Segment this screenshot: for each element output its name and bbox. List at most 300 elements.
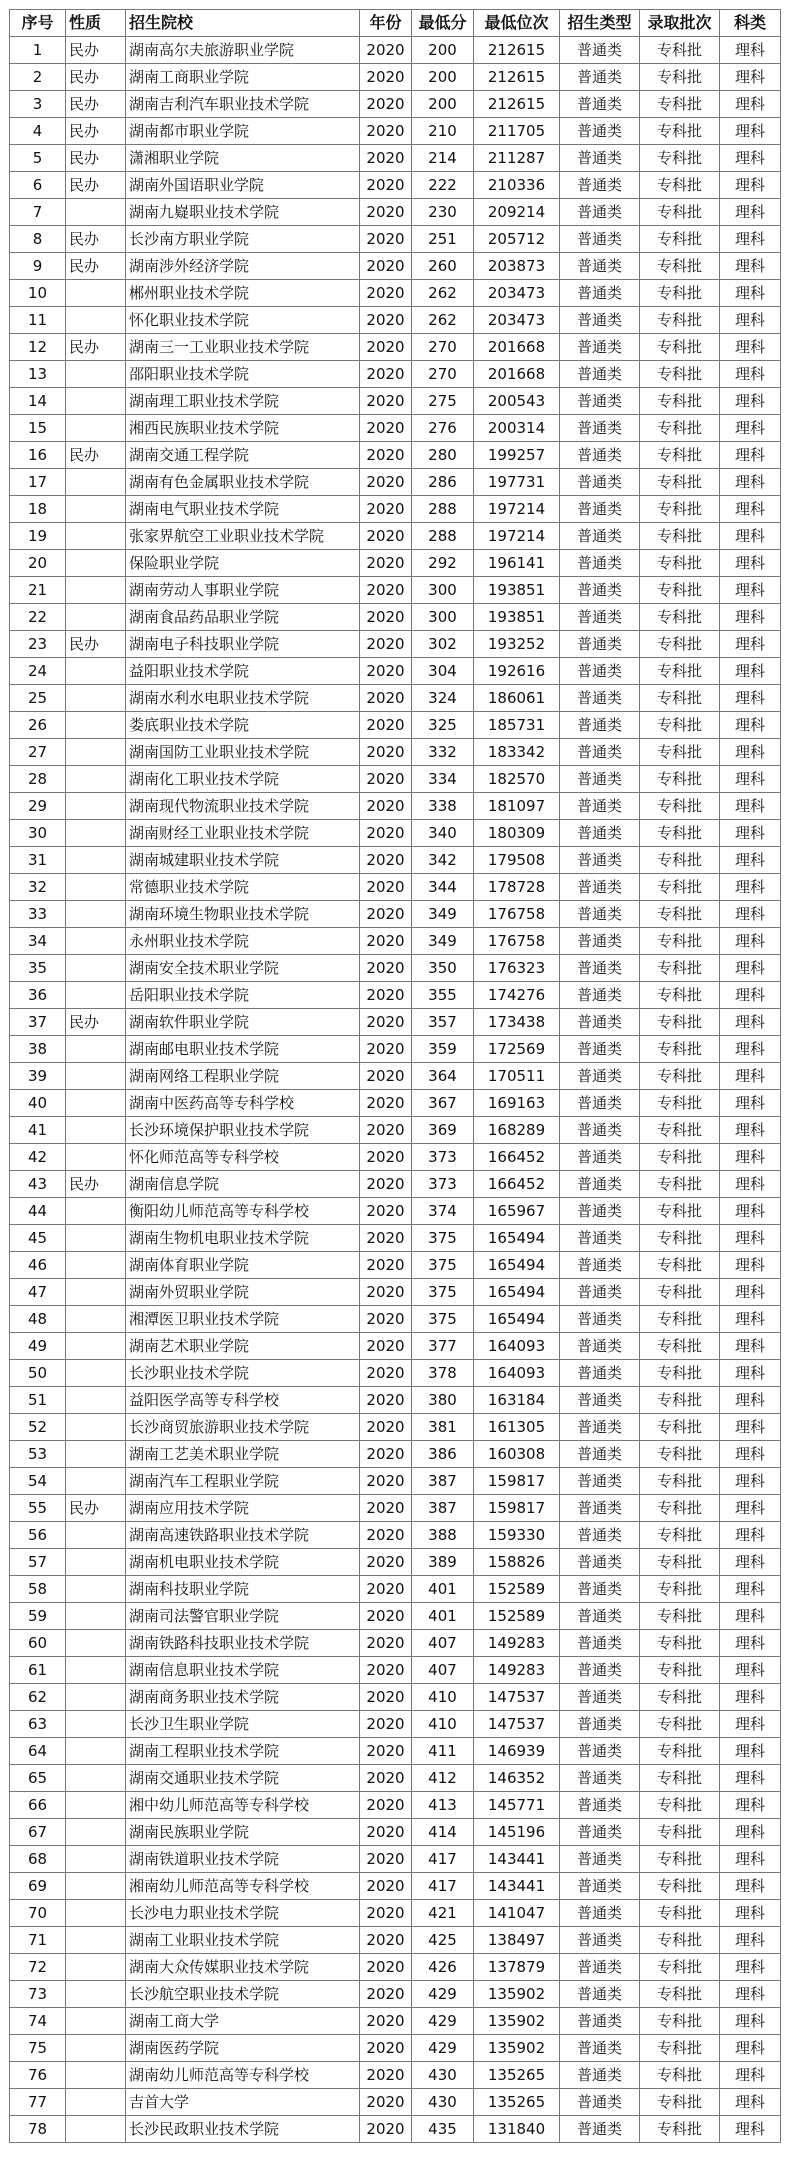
- cell-subject: 理科: [720, 1576, 781, 1603]
- cell-min-rank: 186061: [474, 685, 560, 712]
- cell-min-score: 421: [412, 1900, 474, 1927]
- cell-nature: 民办: [66, 1495, 126, 1522]
- cell-enroll-type: 普通类: [560, 469, 640, 496]
- cell-batch: 专科批: [640, 64, 720, 91]
- cell-year: 2020: [360, 685, 412, 712]
- cell-subject: 理科: [720, 1819, 781, 1846]
- header-enroll-type: 招生类型: [560, 10, 640, 37]
- cell-school: 长沙卫生职业学院: [126, 1711, 360, 1738]
- cell-enroll-type: 普通类: [560, 1846, 640, 1873]
- cell-batch: 专科批: [640, 1306, 720, 1333]
- table-row: [10, 1549, 781, 1576]
- cell-batch: 专科批: [640, 2062, 720, 2089]
- cell-school: 湖南高速铁路职业技术学院: [126, 1522, 360, 1549]
- cell-batch: 专科批: [640, 1819, 720, 1846]
- cell-index: 27: [10, 739, 66, 766]
- cell-index: 11: [10, 307, 66, 334]
- cell-min-score: 429: [412, 2008, 474, 2035]
- cell-enroll-type: 普通类: [560, 2008, 640, 2035]
- cell-batch: 专科批: [640, 1711, 720, 1738]
- cell-batch: 专科批: [640, 1468, 720, 1495]
- table-row: [10, 1954, 781, 1981]
- cell-enroll-type: 普通类: [560, 2089, 640, 2116]
- cell-subject: 理科: [720, 415, 781, 442]
- cell-nature: [66, 1117, 126, 1144]
- cell-year: 2020: [360, 1765, 412, 1792]
- cell-year: 2020: [360, 1468, 412, 1495]
- cell-school: 岳阳职业技术学院: [126, 982, 360, 1009]
- cell-nature: [66, 1144, 126, 1171]
- cell-nature: [66, 2116, 126, 2143]
- cell-min-score: 401: [412, 1576, 474, 1603]
- cell-min-score: 342: [412, 847, 474, 874]
- cell-min-score: 375: [412, 1306, 474, 1333]
- table-row: [10, 1117, 781, 1144]
- cell-enroll-type: 普通类: [560, 1279, 640, 1306]
- cell-batch: 专科批: [640, 523, 720, 550]
- table-row: [10, 820, 781, 847]
- cell-min-rank: 143441: [474, 1846, 560, 1873]
- cell-min-score: 375: [412, 1252, 474, 1279]
- cell-subject: 理科: [720, 2035, 781, 2062]
- cell-enroll-type: 普通类: [560, 1117, 640, 1144]
- cell-batch: 专科批: [640, 1927, 720, 1954]
- cell-subject: 理科: [720, 955, 781, 982]
- table-row: [10, 1603, 781, 1630]
- table-row: [10, 604, 781, 631]
- cell-index: 72: [10, 1954, 66, 1981]
- cell-enroll-type: 普通类: [560, 91, 640, 118]
- cell-subject: 理科: [720, 523, 781, 550]
- cell-year: 2020: [360, 253, 412, 280]
- cell-year: 2020: [360, 1036, 412, 1063]
- cell-school: 湖南电气职业技术学院: [126, 496, 360, 523]
- cell-year: 2020: [360, 1306, 412, 1333]
- table-row: [10, 1198, 781, 1225]
- cell-subject: 理科: [720, 1495, 781, 1522]
- table-row: [10, 1576, 781, 1603]
- cell-school: 怀化职业技术学院: [126, 307, 360, 334]
- cell-batch: 专科批: [640, 388, 720, 415]
- cell-subject: 理科: [720, 1900, 781, 1927]
- cell-batch: 专科批: [640, 982, 720, 1009]
- cell-school: 潇湘职业学院: [126, 145, 360, 172]
- cell-enroll-type: 普通类: [560, 1549, 640, 1576]
- cell-min-score: 200: [412, 64, 474, 91]
- cell-subject: 理科: [720, 1954, 781, 1981]
- cell-batch: 专科批: [640, 2008, 720, 2035]
- cell-index: 76: [10, 2062, 66, 2089]
- table-row: [10, 334, 781, 361]
- cell-nature: [66, 1927, 126, 1954]
- cell-min-rank: 176758: [474, 901, 560, 928]
- cell-index: 39: [10, 1063, 66, 1090]
- cell-nature: [66, 1657, 126, 1684]
- cell-index: 22: [10, 604, 66, 631]
- cell-batch: 专科批: [640, 1900, 720, 1927]
- cell-nature: [66, 1387, 126, 1414]
- cell-year: 2020: [360, 1495, 412, 1522]
- cell-batch: 专科批: [640, 496, 720, 523]
- cell-subject: 理科: [720, 172, 781, 199]
- cell-year: 2020: [360, 1657, 412, 1684]
- cell-batch: 专科批: [640, 955, 720, 982]
- cell-index: 58: [10, 1576, 66, 1603]
- cell-enroll-type: 普通类: [560, 361, 640, 388]
- cell-batch: 专科批: [640, 2035, 720, 2062]
- cell-nature: [66, 658, 126, 685]
- cell-min-score: 388: [412, 1522, 474, 1549]
- cell-school: 湖南外贸职业学院: [126, 1279, 360, 1306]
- cell-index: 24: [10, 658, 66, 685]
- cell-subject: 理科: [720, 604, 781, 631]
- table-row: [10, 1873, 781, 1900]
- table-row: [10, 1279, 781, 1306]
- cell-index: 75: [10, 2035, 66, 2062]
- cell-min-score: 430: [412, 2089, 474, 2116]
- cell-batch: 专科批: [640, 1792, 720, 1819]
- cell-min-rank: 143441: [474, 1873, 560, 1900]
- cell-min-rank: 174276: [474, 982, 560, 1009]
- cell-nature: [66, 604, 126, 631]
- cell-min-rank: 135265: [474, 2089, 560, 2116]
- cell-nature: [66, 1954, 126, 1981]
- cell-subject: 理科: [720, 91, 781, 118]
- table-row: [10, 1630, 781, 1657]
- cell-min-score: 276: [412, 415, 474, 442]
- table-row: [10, 874, 781, 901]
- cell-min-score: 411: [412, 1738, 474, 1765]
- cell-min-rank: 176323: [474, 955, 560, 982]
- cell-batch: 专科批: [640, 577, 720, 604]
- cell-index: 2: [10, 64, 66, 91]
- cell-min-rank: 131840: [474, 2116, 560, 2143]
- cell-subject: 理科: [720, 928, 781, 955]
- cell-enroll-type: 普通类: [560, 1387, 640, 1414]
- cell-school: 湖南铁道职业技术学院: [126, 1846, 360, 1873]
- table-row: [10, 172, 781, 199]
- cell-enroll-type: 普通类: [560, 631, 640, 658]
- cell-subject: 理科: [720, 1657, 781, 1684]
- cell-min-rank: 160308: [474, 1441, 560, 1468]
- cell-index: 14: [10, 388, 66, 415]
- cell-min-rank: 164093: [474, 1360, 560, 1387]
- cell-index: 33: [10, 901, 66, 928]
- cell-subject: 理科: [720, 1360, 781, 1387]
- table-row: [10, 1252, 781, 1279]
- cell-min-score: 324: [412, 685, 474, 712]
- cell-index: 78: [10, 2116, 66, 2143]
- cell-nature: [66, 1684, 126, 1711]
- cell-subject: 理科: [720, 1009, 781, 1036]
- cell-min-rank: 145196: [474, 1819, 560, 1846]
- cell-batch: 专科批: [640, 1063, 720, 1090]
- cell-min-score: 350: [412, 955, 474, 982]
- cell-subject: 理科: [720, 1144, 781, 1171]
- cell-year: 2020: [360, 1414, 412, 1441]
- cell-batch: 专科批: [640, 118, 720, 145]
- cell-index: 16: [10, 442, 66, 469]
- cell-nature: [66, 1765, 126, 1792]
- cell-index: 1: [10, 37, 66, 64]
- cell-min-rank: 193851: [474, 604, 560, 631]
- cell-nature: [66, 1063, 126, 1090]
- table-row: [10, 766, 781, 793]
- cell-index: 23: [10, 631, 66, 658]
- cell-min-rank: 203473: [474, 280, 560, 307]
- cell-subject: 理科: [720, 982, 781, 1009]
- cell-batch: 专科批: [640, 1144, 720, 1171]
- cell-year: 2020: [360, 1711, 412, 1738]
- table-row: [10, 658, 781, 685]
- cell-school: 娄底职业技术学院: [126, 712, 360, 739]
- cell-index: 63: [10, 1711, 66, 1738]
- cell-nature: [66, 1198, 126, 1225]
- cell-school: 湖南吉利汽车职业技术学院: [126, 91, 360, 118]
- cell-school: 湖南工艺美术职业学院: [126, 1441, 360, 1468]
- cell-enroll-type: 普通类: [560, 1252, 640, 1279]
- cell-min-rank: 209214: [474, 199, 560, 226]
- cell-school: 吉首大学: [126, 2089, 360, 2116]
- cell-index: 9: [10, 253, 66, 280]
- cell-index: 29: [10, 793, 66, 820]
- cell-school: 湖南邮电职业技术学院: [126, 1036, 360, 1063]
- table-row: [10, 1333, 781, 1360]
- cell-year: 2020: [360, 442, 412, 469]
- cell-year: 2020: [360, 1819, 412, 1846]
- cell-school: 湖南商务职业技术学院: [126, 1684, 360, 1711]
- table-row: [10, 2089, 781, 2116]
- cell-nature: [66, 766, 126, 793]
- cell-enroll-type: 普通类: [560, 523, 640, 550]
- cell-nature: [66, 1819, 126, 1846]
- cell-batch: 专科批: [640, 37, 720, 64]
- cell-min-rank: 173438: [474, 1009, 560, 1036]
- cell-enroll-type: 普通类: [560, 1036, 640, 1063]
- cell-enroll-type: 普通类: [560, 577, 640, 604]
- cell-index: 10: [10, 280, 66, 307]
- cell-year: 2020: [360, 64, 412, 91]
- cell-enroll-type: 普通类: [560, 604, 640, 631]
- cell-subject: 理科: [720, 901, 781, 928]
- cell-subject: 理科: [720, 820, 781, 847]
- cell-school: 张家界航空工业职业技术学院: [126, 523, 360, 550]
- cell-year: 2020: [360, 1360, 412, 1387]
- cell-min-score: 387: [412, 1468, 474, 1495]
- cell-enroll-type: 普通类: [560, 2035, 640, 2062]
- table-row: [10, 307, 781, 334]
- cell-batch: 专科批: [640, 928, 720, 955]
- cell-min-score: 413: [412, 1792, 474, 1819]
- cell-min-rank: 179508: [474, 847, 560, 874]
- table-row: [10, 2035, 781, 2062]
- cell-batch: 专科批: [640, 1684, 720, 1711]
- cell-subject: 理科: [720, 2008, 781, 2035]
- cell-index: 74: [10, 2008, 66, 2035]
- cell-enroll-type: 普通类: [560, 1738, 640, 1765]
- cell-subject: 理科: [720, 658, 781, 685]
- header-min-score: 最低分: [412, 10, 474, 37]
- cell-year: 2020: [360, 1846, 412, 1873]
- cell-year: 2020: [360, 1063, 412, 1090]
- cell-min-rank: 147537: [474, 1684, 560, 1711]
- cell-nature: 民办: [66, 91, 126, 118]
- cell-min-score: 325: [412, 712, 474, 739]
- cell-batch: 专科批: [640, 415, 720, 442]
- cell-subject: 理科: [720, 847, 781, 874]
- table-row: [10, 1981, 781, 2008]
- cell-min-rank: 165494: [474, 1306, 560, 1333]
- cell-enroll-type: 普通类: [560, 280, 640, 307]
- cell-batch: 专科批: [640, 766, 720, 793]
- cell-enroll-type: 普通类: [560, 37, 640, 64]
- cell-enroll-type: 普通类: [560, 1873, 640, 1900]
- cell-enroll-type: 普通类: [560, 2062, 640, 2089]
- cell-year: 2020: [360, 1009, 412, 1036]
- cell-subject: 理科: [720, 1225, 781, 1252]
- cell-min-rank: 193851: [474, 577, 560, 604]
- cell-school: 湖南城建职业技术学院: [126, 847, 360, 874]
- cell-enroll-type: 普通类: [560, 1981, 640, 2008]
- cell-school: 常德职业技术学院: [126, 874, 360, 901]
- table-row: [10, 523, 781, 550]
- cell-index: 26: [10, 712, 66, 739]
- cell-batch: 专科批: [640, 604, 720, 631]
- cell-year: 2020: [360, 91, 412, 118]
- cell-subject: 理科: [720, 37, 781, 64]
- cell-batch: 专科批: [640, 1738, 720, 1765]
- cell-year: 2020: [360, 1225, 412, 1252]
- cell-subject: 理科: [720, 1738, 781, 1765]
- cell-batch: 专科批: [640, 1576, 720, 1603]
- cell-batch: 专科批: [640, 1522, 720, 1549]
- cell-nature: [66, 307, 126, 334]
- cell-min-rank: 169163: [474, 1090, 560, 1117]
- cell-nature: [66, 820, 126, 847]
- cell-min-score: 340: [412, 820, 474, 847]
- table-row: [10, 2062, 781, 2089]
- cell-school: 湖南水利水电职业技术学院: [126, 685, 360, 712]
- cell-min-score: 373: [412, 1171, 474, 1198]
- cell-nature: 民办: [66, 145, 126, 172]
- cell-enroll-type: 普通类: [560, 1171, 640, 1198]
- cell-year: 2020: [360, 712, 412, 739]
- cell-enroll-type: 普通类: [560, 1522, 640, 1549]
- cell-min-score: 230: [412, 199, 474, 226]
- cell-enroll-type: 普通类: [560, 847, 640, 874]
- header-nature: 性质: [66, 10, 126, 37]
- cell-nature: [66, 1522, 126, 1549]
- cell-min-score: 300: [412, 604, 474, 631]
- cell-year: 2020: [360, 469, 412, 496]
- cell-enroll-type: 普通类: [560, 334, 640, 361]
- cell-min-score: 412: [412, 1765, 474, 1792]
- cell-index: 64: [10, 1738, 66, 1765]
- cell-batch: 专科批: [640, 820, 720, 847]
- cell-min-rank: 181097: [474, 793, 560, 820]
- cell-enroll-type: 普通类: [560, 1009, 640, 1036]
- cell-school: 湖南外国语职业学院: [126, 172, 360, 199]
- cell-subject: 理科: [720, 118, 781, 145]
- cell-year: 2020: [360, 982, 412, 1009]
- cell-enroll-type: 普通类: [560, 118, 640, 145]
- cell-min-score: 417: [412, 1873, 474, 1900]
- table-row: [10, 1387, 781, 1414]
- cell-school: 湖南生物机电职业技术学院: [126, 1225, 360, 1252]
- cell-batch: 专科批: [640, 631, 720, 658]
- cell-enroll-type: 普通类: [560, 1954, 640, 1981]
- cell-min-score: 414: [412, 1819, 474, 1846]
- cell-enroll-type: 普通类: [560, 1765, 640, 1792]
- cell-min-score: 378: [412, 1360, 474, 1387]
- table-row: [10, 712, 781, 739]
- header-min-rank: 最低位次: [474, 10, 560, 37]
- table-row: [10, 37, 781, 64]
- cell-nature: [66, 1468, 126, 1495]
- cell-batch: 专科批: [640, 685, 720, 712]
- cell-school: 湖南医药学院: [126, 2035, 360, 2062]
- cell-school: 保险职业学院: [126, 550, 360, 577]
- cell-school: 湖南信息学院: [126, 1171, 360, 1198]
- cell-index: 46: [10, 1252, 66, 1279]
- cell-min-score: 417: [412, 1846, 474, 1873]
- cell-subject: 理科: [720, 2062, 781, 2089]
- cell-min-score: 381: [412, 1414, 474, 1441]
- cell-subject: 理科: [720, 307, 781, 334]
- cell-school: 湖南环境生物职业技术学院: [126, 901, 360, 928]
- cell-nature: 民办: [66, 1171, 126, 1198]
- cell-school: 长沙电力职业技术学院: [126, 1900, 360, 1927]
- cell-school: 益阳职业技术学院: [126, 658, 360, 685]
- cell-nature: [66, 1252, 126, 1279]
- cell-school: 湖南软件职业学院: [126, 1009, 360, 1036]
- cell-min-rank: 158826: [474, 1549, 560, 1576]
- cell-nature: [66, 1981, 126, 2008]
- cell-nature: [66, 847, 126, 874]
- table-row: [10, 118, 781, 145]
- cell-school: 长沙职业技术学院: [126, 1360, 360, 1387]
- cell-subject: 理科: [720, 1603, 781, 1630]
- cell-nature: [66, 1630, 126, 1657]
- cell-min-score: 389: [412, 1549, 474, 1576]
- cell-min-score: 349: [412, 928, 474, 955]
- cell-school: 湖南现代物流职业技术学院: [126, 793, 360, 820]
- cell-year: 2020: [360, 874, 412, 901]
- cell-index: 34: [10, 928, 66, 955]
- cell-batch: 专科批: [640, 1225, 720, 1252]
- table-row: [10, 901, 781, 928]
- cell-min-rank: 164093: [474, 1333, 560, 1360]
- cell-min-rank: 170511: [474, 1063, 560, 1090]
- cell-year: 2020: [360, 820, 412, 847]
- cell-nature: [66, 469, 126, 496]
- cell-min-score: 374: [412, 1198, 474, 1225]
- cell-subject: 理科: [720, 226, 781, 253]
- table-row: [10, 1711, 781, 1738]
- table-row: [10, 1927, 781, 1954]
- cell-subject: 理科: [720, 1117, 781, 1144]
- cell-index: 20: [10, 550, 66, 577]
- cell-subject: 理科: [720, 2089, 781, 2116]
- cell-school: 湖南铁路科技职业技术学院: [126, 1630, 360, 1657]
- cell-year: 2020: [360, 1252, 412, 1279]
- cell-min-score: 210: [412, 118, 474, 145]
- cell-index: 12: [10, 334, 66, 361]
- table-row: [10, 1468, 781, 1495]
- cell-enroll-type: 普通类: [560, 1495, 640, 1522]
- cell-school: 湖南安全技术职业学院: [126, 955, 360, 982]
- cell-min-rank: 152589: [474, 1576, 560, 1603]
